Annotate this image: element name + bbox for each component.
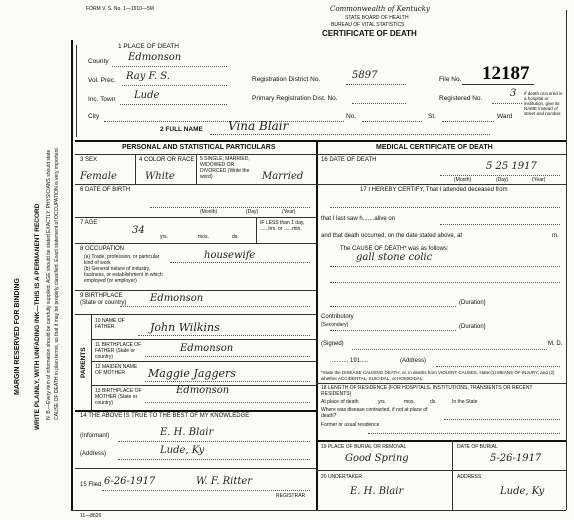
death-occurred-statement: and that death occurred, on the date stated above, at bbox=[321, 233, 463, 239]
medical-section-title: MEDICAL CERTIFICATE OF DEATH bbox=[376, 144, 493, 151]
secondary-label: (Secondary) bbox=[321, 322, 349, 328]
hospital-note: If death occurred in a hospital or institution, give its NAME instead of street and number. bbox=[524, 91, 563, 116]
marital-status-label: 5 SINGLE, MARRIED, WIDOWED OR DIVORCED (Write the word) bbox=[200, 156, 250, 180]
write-plainly-notice: WRITE PLAINLY, WITH UNFADING INK—THIS IS A PERMANENT RECORD bbox=[34, 203, 41, 430]
primary-registration-line bbox=[352, 103, 406, 104]
form-number: FORM V. S. No. 1—1910—5M bbox=[86, 6, 154, 12]
age-years-unit: yrs. bbox=[160, 234, 169, 240]
undertaker-address-divider bbox=[452, 470, 453, 510]
date-of-death-label: 16 DATE OF DEATH bbox=[321, 157, 377, 163]
father-name-line bbox=[138, 335, 310, 336]
street-label: St. bbox=[428, 113, 436, 120]
instruction-note-2: CAUSE OF DEATH in plain terms, so that it may be properly classified. Exact statement of OCCUPATION is very important. bbox=[54, 146, 60, 420]
age-months-unit: mos. bbox=[198, 234, 209, 240]
informant-certification: 14 THE ABOVE IS TRUE TO THE BEST OF MY KNOWLEDGE bbox=[80, 413, 250, 419]
date-of-burial-value: 5-26-1917 bbox=[490, 453, 542, 464]
filed-value: 6-26-1917 bbox=[104, 476, 156, 487]
medical-row-divider-1 bbox=[316, 184, 566, 185]
row-divider-10 bbox=[75, 468, 316, 469]
signed-label: (Signed) bbox=[321, 341, 344, 347]
duration-line-1 bbox=[330, 306, 456, 307]
certificate-title: CERTIFICATE OF DEATH bbox=[322, 29, 417, 38]
dob-day-caption: (Day) bbox=[246, 209, 259, 215]
primary-registration-label: Primary Registration Dist. No. bbox=[252, 95, 338, 102]
color-marital-divider bbox=[196, 154, 197, 184]
bureau-name: BUREAU OF VITAL STATISTICS bbox=[331, 22, 405, 28]
parents-label: PARENTS bbox=[80, 347, 87, 378]
father-birthplace-line bbox=[145, 356, 310, 357]
vol-prec-line bbox=[122, 85, 227, 86]
registered-number-label: Registered No. bbox=[439, 95, 483, 102]
registration-district-line bbox=[346, 84, 406, 85]
inc-town-label: Inc. Town bbox=[88, 96, 116, 103]
signed-date-line: .........., 191..... bbox=[330, 358, 369, 364]
county-label: County bbox=[88, 58, 109, 65]
ward-label: Ward bbox=[497, 113, 513, 120]
mother-name-label: 12 MAIDEN NAME OF MOTHER bbox=[95, 364, 138, 376]
row-divider-2 bbox=[75, 217, 316, 218]
filed-line bbox=[102, 490, 310, 491]
file-number-value: 12187 bbox=[482, 63, 530, 84]
parents-block-left bbox=[91, 314, 92, 410]
informant-value: E. H. Blair bbox=[160, 427, 214, 438]
row-divider-1 bbox=[75, 184, 316, 185]
age-days-unit: ds. bbox=[232, 234, 239, 240]
attended-line bbox=[330, 207, 560, 208]
county-line bbox=[112, 66, 227, 67]
former-residence-label: Former or usual residence bbox=[321, 422, 380, 428]
state-board: STATE BOARD OF HEALTH bbox=[345, 15, 409, 21]
md-label: M. D. bbox=[548, 341, 563, 347]
death-month-caption: (Month) bbox=[454, 177, 472, 183]
registrar-label: REGISTRAR bbox=[276, 493, 306, 499]
date-of-birth-label: 6 DATE OF BIRTH bbox=[80, 187, 131, 193]
undertaker-address-value: Lude, Ky bbox=[500, 486, 545, 497]
less-than-a-day-label: IF LESS than 1 day, ......hrs. or ......min. bbox=[260, 220, 305, 232]
registrar-signature: W. F. Ritter bbox=[196, 476, 253, 487]
number-label: No. bbox=[346, 113, 357, 120]
row-divider-9 bbox=[75, 410, 316, 412]
vol-prec-label: Vol. Prec. bbox=[88, 77, 116, 84]
birthplace-label: 9 BIRTHPLACE (State or country) bbox=[80, 293, 127, 306]
former-residence-line bbox=[368, 433, 560, 434]
registered-number-value: 3 bbox=[510, 88, 517, 99]
dob-month-caption: (Month) bbox=[200, 209, 218, 215]
dob-year-caption: (Year) bbox=[282, 209, 296, 215]
sex-color-divider bbox=[135, 154, 136, 184]
place-of-burial-value: Good Spring bbox=[345, 453, 409, 464]
mother-birthplace-value: Edmonson bbox=[176, 385, 230, 396]
cause-footnote: *State the DISEASE CAUSING DEATH, or, in deaths from VIOLENT CAUSES, state (1) MEANS OF INJURY; and (2) whether ACCIDENTAL, SUICIDAL, or HOMICIDAL. bbox=[321, 370, 555, 381]
full-name-line bbox=[210, 134, 490, 135]
print-number: 11—8626 bbox=[80, 513, 102, 519]
date-of-birth-line bbox=[150, 207, 310, 208]
where-contracted-label: Where was disease contracted, if not at place of death? bbox=[321, 407, 428, 419]
death-day-caption: (Day) bbox=[496, 177, 509, 183]
residence-days-unit: ds. bbox=[430, 399, 437, 405]
date-of-burial-label: DATE OF BURIAL bbox=[457, 444, 498, 450]
occupation-industry-label: (b) General nature of industry, business, or establishment in which employed (or employer) bbox=[84, 266, 163, 284]
duration-label-1: (Duration) bbox=[459, 300, 486, 306]
row-divider-3 bbox=[75, 243, 316, 244]
vol-prec-value: Ray F. S. bbox=[126, 71, 170, 82]
place-block-left bbox=[76, 45, 77, 137]
form-right-border bbox=[566, 10, 567, 510]
burial-date-divider bbox=[452, 440, 453, 470]
registered-number-line bbox=[492, 103, 522, 104]
file-number-label: File No. bbox=[439, 76, 462, 83]
father-name-value: John Wilkins bbox=[150, 321, 220, 334]
number-line bbox=[362, 121, 422, 122]
personal-section-title: PERSONAL AND STATISTICAL PARTICULARS bbox=[122, 144, 276, 151]
informant-address-value: Lude, Ky bbox=[160, 445, 205, 456]
city-label: City bbox=[88, 113, 100, 120]
row-divider-4 bbox=[75, 290, 316, 291]
filed-label: 15 Filed bbox=[80, 482, 102, 488]
binding-margin-label: MARGIN RESERVED FOR BINDING bbox=[14, 278, 21, 395]
date-of-death-line bbox=[440, 175, 560, 176]
city-line bbox=[104, 121, 344, 122]
meridiem-label: m. bbox=[552, 233, 559, 239]
where-contracted-line bbox=[444, 419, 560, 420]
color-race-value: White bbox=[145, 171, 175, 182]
form-bottom-border bbox=[71, 510, 566, 511]
last-saw-statement: that I last saw h.......alive on bbox=[321, 216, 396, 222]
color-race-label: 4 COLOR OR RACE bbox=[139, 157, 195, 163]
inc-town-value: Lude bbox=[134, 90, 160, 101]
sex-value: Female bbox=[80, 171, 117, 182]
occupation-trade-label: (a) Trade, profession, or particular kind of work bbox=[84, 254, 160, 266]
death-year-caption: (Year) bbox=[532, 177, 546, 183]
commonwealth-title: Commonwealth of Kentucky bbox=[330, 5, 430, 13]
cause-of-death-label: The CAUSE OF DEATH* was as follows: bbox=[340, 246, 449, 252]
medical-row-divider-2 bbox=[316, 383, 566, 384]
street-line bbox=[442, 121, 494, 122]
marital-status-value: Married bbox=[262, 171, 304, 182]
physician-address-line bbox=[436, 366, 560, 367]
medical-row-divider-4 bbox=[316, 470, 566, 471]
in-state-label: In the State bbox=[452, 399, 478, 405]
occupation-line bbox=[170, 262, 310, 263]
undertaker-address-label: ADDRESS bbox=[457, 474, 482, 480]
signed-line bbox=[352, 349, 547, 350]
inc-town-line bbox=[120, 104, 227, 105]
contributory-line bbox=[330, 330, 456, 331]
undertaker-value: E. H. Blair bbox=[350, 486, 404, 497]
registration-district-value: 5897 bbox=[352, 70, 378, 81]
informant-label: (Informant) bbox=[80, 433, 110, 439]
father-name-label: 10 NAME OF FATHER bbox=[95, 318, 125, 330]
place-of-death-label: 1 PLACE OF DEATH bbox=[118, 43, 179, 50]
row-divider-6 bbox=[91, 339, 316, 340]
place-of-burial-label: 19 PLACE OF BURIAL OR REMOVAL bbox=[321, 444, 407, 450]
cause-line-1 bbox=[330, 266, 560, 267]
section-divider-bottom bbox=[75, 154, 566, 155]
length-of-residence-label: 18 LENGTH OF RESIDENCE (FOR HOSPITALS, INSTITUTIONS, TRANSIENTS OR RECENT RESIDENTS) bbox=[321, 385, 533, 397]
county-value: Edmonson bbox=[128, 52, 182, 63]
form-left-border bbox=[71, 40, 73, 510]
duration-label-2: (Duration) bbox=[459, 324, 486, 330]
age-label: 7 AGE bbox=[80, 220, 98, 226]
mother-birthplace-label: 13 BIRTHPLACE OF MOTHER (State or country) bbox=[95, 388, 142, 406]
informant-address-label: (Address) bbox=[80, 451, 107, 457]
cause-line-2 bbox=[330, 282, 560, 283]
informant-line bbox=[118, 441, 310, 442]
occupation-label: 8 OCCUPATION bbox=[80, 246, 125, 252]
at-place-label: At place of death bbox=[321, 399, 359, 405]
section-divider-top bbox=[75, 140, 566, 142]
sex-label: 3 SEX bbox=[80, 157, 98, 163]
father-birthplace-label: 11 BIRTHPLACE OF FATHER (State or country) bbox=[95, 342, 142, 360]
age-divider bbox=[256, 217, 257, 243]
date-of-death-value: 5 25 1917 bbox=[486, 161, 537, 172]
row-divider-5 bbox=[75, 314, 316, 315]
informant-address-line bbox=[118, 459, 310, 460]
registration-district-label: Registration District No. bbox=[252, 76, 321, 83]
full-name-label: 2 FULL NAME bbox=[160, 126, 203, 133]
residence-months-unit: mos. bbox=[404, 399, 415, 405]
birthplace-line bbox=[120, 306, 310, 307]
cause-of-death-value: gall stone colic bbox=[356, 252, 433, 263]
last-saw-line bbox=[440, 224, 560, 225]
full-name-value: Vina Blair bbox=[228, 119, 289, 133]
birthplace-value: Edmonson bbox=[150, 293, 204, 304]
mother-birthplace-line bbox=[145, 402, 310, 403]
row-divider-7 bbox=[91, 361, 316, 362]
physician-address-label: (Address) bbox=[400, 358, 427, 364]
age-value: 34 bbox=[132, 225, 145, 236]
undertaker-label: 20 UNDERTAKER bbox=[321, 474, 362, 480]
instruction-note-1: N. B.—Every item of information should be carefully supplied. AGE should be stated EXACTLY. PHYSICIANS should state bbox=[46, 149, 52, 420]
contributory-label: Contributory bbox=[321, 314, 354, 320]
column-divider bbox=[316, 140, 318, 510]
father-birthplace-value: Edmonson bbox=[180, 343, 234, 354]
occupation-value: housewife bbox=[204, 250, 256, 261]
residence-years-unit: yrs. bbox=[378, 399, 387, 405]
certify-statement: 17 I HEREBY CERTIFY, That I attended deceased from bbox=[360, 187, 508, 193]
mother-name-value: Maggie Jaggers bbox=[148, 367, 236, 380]
medical-row-divider-3 bbox=[316, 440, 566, 442]
mother-name-line bbox=[145, 381, 310, 382]
